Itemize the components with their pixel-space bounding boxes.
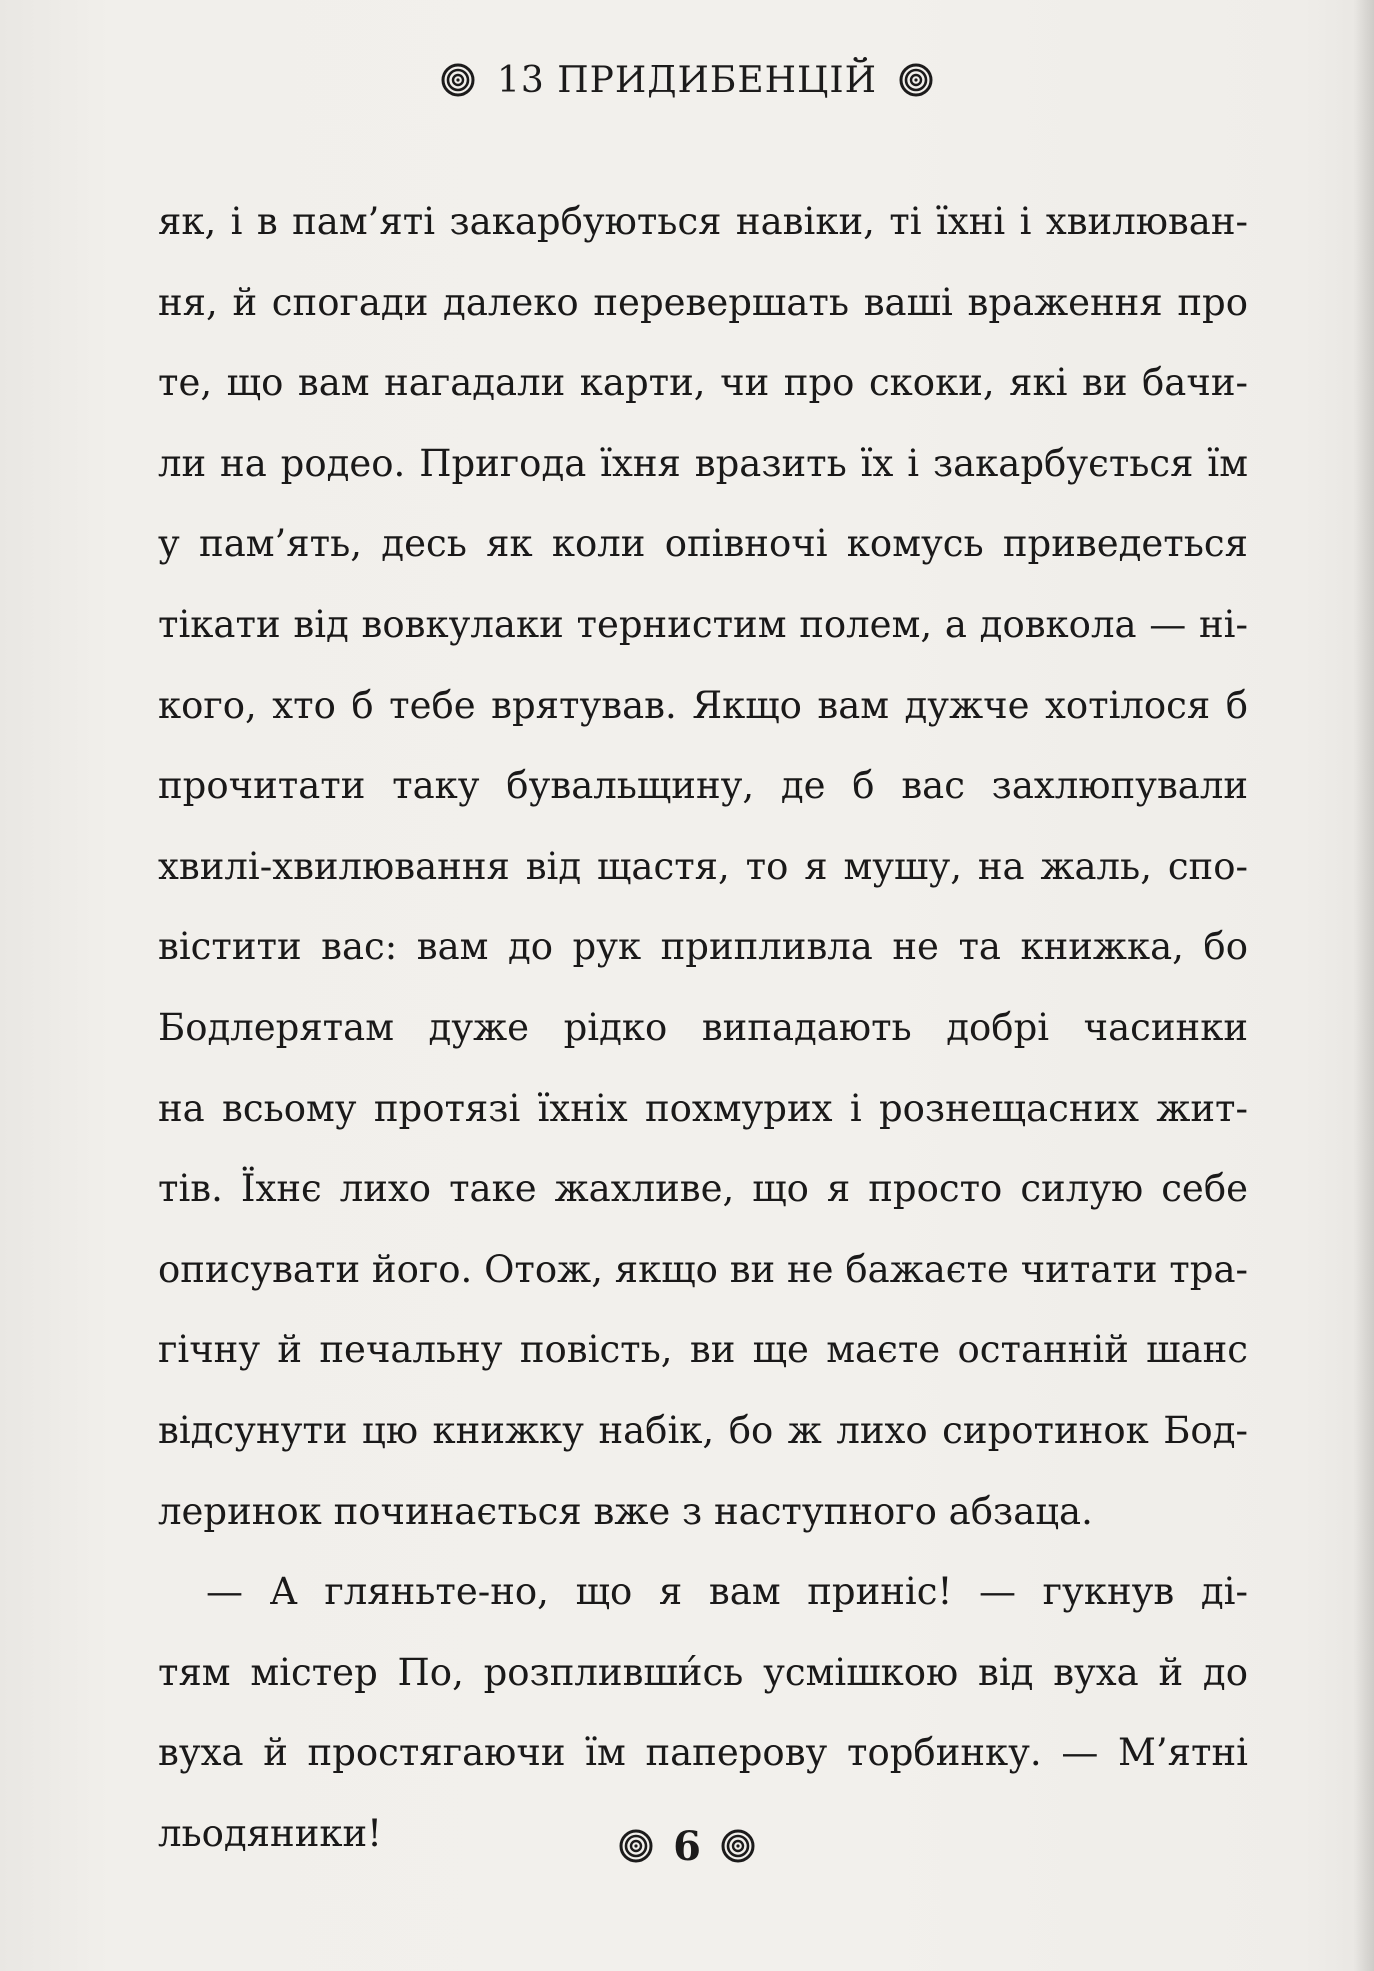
text-line: те, що вам нагадали карти, чи про скоки, які ви бачи- [158,361,1248,405]
page-edge-shadow [1354,0,1374,1971]
spiral-ornament-icon [619,1829,653,1863]
text-line: ня, й спогади далеко перевершать ваші враження про [158,280,1248,324]
text-line: — А гляньте-но, що я вам приніс! — гукнув ді- [206,1570,1248,1614]
spiral-ornament-icon [721,1829,755,1863]
text-line: вістити вас: вам до рук припливла не та книжка, бо [158,925,1248,969]
text-line: описувати його. Отож, якщо ви не бажаєте читати тра- [158,1247,1248,1291]
text-line: гічну й печальну повість, ви ще маєте останній шанс [158,1328,1248,1372]
text-line: тям містер По, розпливши́сь усмішкою від вуха й до [158,1650,1248,1694]
text-line: Бодлерятам дуже рідко випадають добрі часинки [158,1005,1248,1049]
spiral-ornament-icon [441,63,475,97]
running-header-title: 13 ПРИДИБЕНЦІЙ [496,59,878,101]
text-line: ли на родео. Пригода їхня вразить їх і закарбується їм [158,441,1248,485]
text-line: прочитати таку бувальщину, де б вас захлюпували [158,764,1248,808]
text-line: тів. Їхнє лихо таке жахливе, що я просто силую себе [158,1167,1248,1211]
text-line: хвилі-хвилювання від щастя, то я мушу, на жаль, спо- [158,844,1248,888]
page-footer [0,1816,1374,1876]
text-line: вуха й простягаючи їм паперову торбинку. — М’ятні [158,1731,1248,1775]
body-text [158,182,1248,1874]
page-number: 6 [673,1822,701,1870]
text-line: тікати від вовкулаки тернистим полем, а довкола — ні- [158,602,1248,646]
text-line: у пам’ять, десь як коли опівночі комусь приведеться [158,522,1248,566]
text-line: леринок починається вже з наступного абзаца. [158,1489,1093,1533]
text-line: як, і в пам’яті закарбуються навіки, ті їхні і хвилюван- [158,200,1248,243]
text-line: кого, хто б тебе врятував. Якщо вам дужче хотілося б [158,683,1248,727]
text-line: відсунути цю книжку набік, бо ж лихо сиротинок Бод- [158,1408,1248,1452]
running-header [0,50,1374,110]
text-line: на всьому протязі їхніх похмурих і рознещасних жит- [158,1086,1248,1130]
spiral-ornament-icon [899,63,933,97]
text-line: льодяники! [158,1811,383,1855]
